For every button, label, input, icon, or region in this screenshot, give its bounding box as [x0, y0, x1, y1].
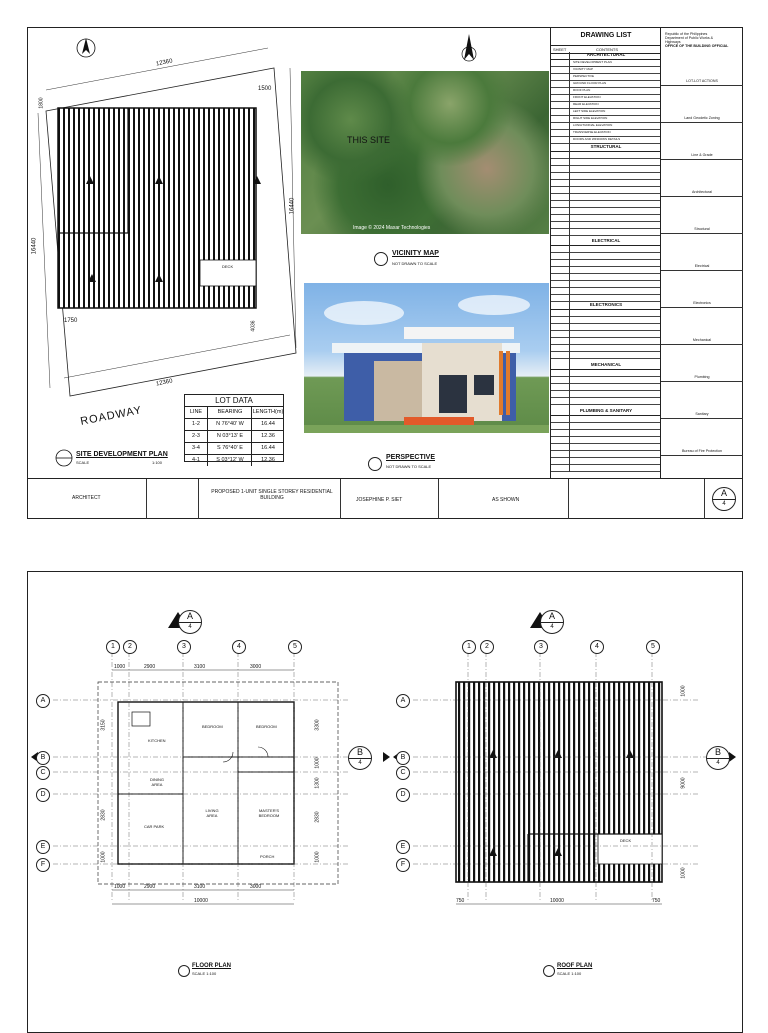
section-mark-a-roof [540, 610, 564, 634]
office-field-line [661, 307, 743, 308]
floor-plan-dim: 3100 [194, 884, 206, 890]
lot-data-cell: LINE [189, 409, 203, 415]
lot-data-cell: 3-4 [192, 445, 200, 451]
drawing-list-line [551, 429, 661, 430]
vicinity-title-icon [374, 252, 388, 266]
office-field-line [661, 159, 743, 160]
deck-label: DECK [222, 264, 234, 269]
floor-plan-total-dim: 10000 [194, 898, 208, 904]
drawing-list-line [551, 200, 661, 201]
drawing-list-line [551, 397, 661, 398]
office-line4: OFFICE OF THE BUILDING OFFICIAL [665, 44, 729, 48]
office-line1: Republic of the Philippines [665, 32, 708, 36]
drawing-list-line [551, 87, 661, 88]
grid-bubble: A [396, 694, 410, 708]
grid-bubble: D [396, 788, 410, 802]
drawing-list-section-header: ELECTRICAL [551, 238, 661, 246]
drawing-list-line [551, 390, 661, 391]
floor-plan-dim: 1000 [314, 851, 321, 863]
grid-bubble: F [396, 858, 410, 872]
grid-bubble: 1 [106, 640, 120, 654]
floor-plan-dim: 2900 [144, 664, 156, 670]
office-line3: Highways [665, 40, 681, 44]
drawing-list-line [551, 376, 661, 377]
house-render [304, 283, 549, 433]
drawing-list-line [551, 316, 661, 317]
site-plan-scale-label: SCALE [76, 460, 90, 465]
drawing-list-line [551, 351, 661, 352]
roof-dim-750a: 750 [456, 898, 465, 904]
section-a-num-roof: 4 [541, 622, 563, 632]
office-field-label: Land Geodetic Zoning [684, 116, 720, 120]
vicinity-map-title: VICINITY MAP [392, 250, 439, 257]
grid-bubble: 3 [534, 640, 548, 654]
drawing-list-line [551, 193, 661, 194]
office-field-line [661, 233, 743, 234]
grid-bubble: 1 [462, 640, 476, 654]
lot-data-cell: 12.36 [251, 455, 284, 466]
room-masters: MASTER'S BEDROOM [258, 808, 280, 818]
floor-plan-scale: SCALE 1:100 [192, 971, 217, 976]
drawing-list-item: TRANSVERSE ELEVATION [573, 130, 611, 134]
drawing-list-line [551, 273, 661, 274]
drawing-list-line [551, 101, 661, 102]
office-line2: Department of Public Works & [665, 36, 714, 40]
office-field-line [661, 196, 743, 197]
office-field-label: LOT-LOT ACTIONS [686, 79, 718, 83]
drawing-list-section-header: ELECTRONICS [551, 302, 661, 310]
drawing-list-section-header: STRUCTURAL [551, 144, 661, 152]
section-b-num: 4 [349, 758, 371, 768]
room-kitchen: KITCHEN [148, 738, 166, 743]
grid-bubble: 2 [480, 640, 494, 654]
drawing-list-line [551, 214, 661, 215]
office-field-line [661, 344, 743, 345]
plans-drawing [28, 572, 742, 1022]
sheet-number-badge [712, 487, 736, 511]
vicinity-map-image [301, 71, 549, 234]
north-arrow-icon [458, 32, 480, 66]
floor-plan-dim: 1300 [314, 777, 321, 789]
drawing-list-line [551, 158, 661, 159]
section-mark-b-roof [706, 746, 730, 770]
vicinity-map-subtitle: NOT DRAWN TO SCALE [392, 261, 438, 266]
grid-bubble: E [36, 840, 50, 854]
lot-data-cell: 1-2 [192, 421, 200, 427]
drawing-list-line [551, 228, 661, 229]
office-field-label: Electronics [693, 301, 711, 305]
drawing-list-item: REAR ELEVATION [573, 102, 599, 106]
room-bedroom-1: BEDROOM [202, 724, 223, 729]
office-field-line [661, 85, 743, 86]
lot-data-header-row [185, 407, 283, 419]
perspective-title-icon [368, 457, 382, 471]
drawing-list-item: FRONT ELEVATION [573, 95, 601, 99]
lot-data-title: LOT DATA [185, 395, 283, 407]
lot-data-cell: 4-1 [192, 457, 200, 463]
grid-bubble: C [396, 766, 410, 780]
office-field-line [661, 270, 743, 271]
office-field-label: Line & Grade [691, 153, 713, 157]
drawing-list-line [551, 259, 661, 260]
section-a-letter-roof: A [548, 611, 555, 621]
lot-data-cell: BEARING [207, 407, 252, 418]
drawing-list-line [551, 207, 661, 208]
section-a-num: 4 [179, 622, 201, 632]
grid-bubble: 3 [177, 640, 191, 654]
drawing-list-item: GROUND FLOOR PLAN [573, 81, 607, 85]
drawing-list-item: LEFT SIDE ELEVATION [573, 109, 606, 113]
drawing-list-line [551, 383, 661, 384]
drawing-list-line [551, 252, 661, 253]
drawing-list-item: RIGHT SIDE ELEVATION [573, 116, 608, 120]
floor-plan-dim: 3100 [194, 664, 206, 670]
site-plan-title: SITE DEVELOPMENT PLAN [76, 451, 168, 458]
office-field-label: Bureau of Fire Protection [682, 449, 722, 453]
sheet-num: 4 [713, 499, 735, 508]
drawing-list-line [551, 235, 661, 236]
drawing-list-body [551, 52, 661, 478]
drawing-list-line [551, 280, 661, 281]
drawing-list-section-header: MECHANICAL [551, 362, 661, 370]
floor-plan-dim: 1000 [114, 884, 126, 890]
drawing-list-line [551, 457, 661, 458]
drawing-list-line [551, 221, 661, 222]
grid-bubble: A [36, 694, 50, 708]
drawing-list-line [551, 330, 661, 331]
site-dim-left: 16440 [31, 237, 38, 255]
roof-deck-label: DECK [620, 838, 632, 843]
drawing-list-divider [569, 52, 570, 472]
grid-bubble: 4 [232, 640, 246, 654]
floor-plan-title: FLOOR PLAN [192, 963, 231, 969]
drawing-list-item: ROOF PLAN [573, 88, 591, 92]
room-bedroom-2: BEDROOM [256, 724, 277, 729]
office-field-label: Sanitary [695, 412, 709, 416]
floor-plan-dim: 2830 [314, 811, 321, 823]
drawing-list-line [551, 464, 661, 465]
sheet-1 [27, 27, 743, 519]
roof-plan-scale: SCALE 1:100 [557, 971, 582, 976]
grid-bubble: C [36, 766, 50, 780]
sheet-letter: A [720, 488, 727, 498]
office-field-line [661, 381, 743, 382]
section-mark-b-floor [348, 746, 372, 770]
section-b-num-roof: 4 [707, 758, 729, 768]
lot-data-cell: 16.44 [251, 443, 284, 454]
drawing-list-line [551, 436, 661, 437]
roadway-label: ROADWAY [79, 404, 144, 428]
perspective-image [304, 283, 549, 433]
drawing-list-line [551, 450, 661, 451]
lot-data-row [185, 455, 283, 466]
drawing-list-line [551, 266, 661, 267]
floor-plan-dim: 2900 [144, 884, 156, 890]
roof-dim-total: 10000 [550, 898, 564, 904]
drawing-list-line [551, 108, 661, 109]
room-dining: DINING AREA [150, 777, 164, 787]
office-field-label: Plumbing [694, 375, 710, 379]
drawing-list-line [551, 294, 661, 295]
floor-plan-dim: 1000 [314, 757, 321, 769]
grid-bubble: 5 [646, 640, 660, 654]
perspective-title: PERSPECTIVE [386, 454, 436, 461]
architect-label: ARCHITECT [72, 495, 101, 501]
section-a-letter: A [186, 611, 193, 621]
lot-data-cell: 12.36 [251, 431, 284, 442]
drawing-list-line [551, 422, 661, 423]
office-panel [660, 28, 743, 478]
floor-plan-dim: 3300 [314, 719, 321, 731]
site-dim-top: 12360 [155, 58, 174, 68]
grid-bubble: D [36, 788, 50, 802]
roof-plan-dim: 1000 [680, 685, 687, 697]
office-field-line [661, 122, 743, 123]
drawing-list-item: SITE DEVELOPMENT PLAN [573, 60, 612, 64]
drawing-list-section-header: PLUMBING & SANITARY [551, 408, 661, 416]
lot-data-row [185, 419, 283, 431]
roof-plan-dim: 1000 [680, 867, 687, 879]
title-block [28, 478, 742, 519]
grid-bubble: B [36, 751, 50, 765]
lot-data-cell: S 76°40' E [207, 443, 252, 454]
drawing-list-line [551, 404, 661, 405]
map-credit: Image © 2024 Maxar Technologies [353, 225, 431, 231]
grid-bubble: F [36, 858, 50, 872]
lot-data-row [185, 431, 283, 443]
drawing-list-line [551, 94, 661, 95]
grid-bubble: B [396, 751, 410, 765]
room-porch: PORCH [260, 854, 275, 859]
office-field-label: Structural [694, 227, 710, 231]
drawing-list-line [551, 73, 661, 74]
site-dim-4036: 4036 [250, 320, 257, 332]
grid-bubble: E [396, 840, 410, 854]
lot-data-row [185, 443, 283, 455]
floor-plan-dim: 1000 [114, 664, 126, 670]
col-sheet: SHEET [553, 47, 567, 52]
drawing-list-section-header: ARCHITECTURAL [551, 52, 661, 60]
office-field-line [661, 455, 743, 456]
floor-plan-title-icon [178, 965, 190, 977]
scale-label: AS SHOWN [492, 497, 520, 503]
drawing-list-line [551, 471, 661, 472]
grid-bubble: 2 [123, 640, 137, 654]
col-contents: CONTENTS [596, 47, 618, 52]
drawing-list-line [551, 287, 661, 288]
lot-data-table [184, 394, 284, 462]
lot-data-rows [185, 407, 283, 466]
section-b-letter-roof: B [714, 747, 721, 757]
drawing-list-line [551, 66, 661, 67]
floor-plan-dim: 3000 [250, 664, 262, 670]
drawing-list-line [551, 186, 661, 187]
lot-data-cell: 16.44 [251, 419, 284, 430]
section-b-letter: B [356, 747, 363, 757]
drawing-list-panel [550, 28, 661, 478]
project-title: PROPOSED 1-UNIT SINGLE STOREY RESIDENTIAL BUILDING [211, 489, 333, 501]
site-dim-1500: 1500 [258, 86, 272, 92]
site-dim-1800: 1800 [38, 97, 45, 109]
lot-data-cell: N 03°13' E [207, 431, 252, 442]
owner-name: JOSEPHINE P. SIET [356, 497, 403, 503]
section-mark-a-floor [178, 610, 202, 634]
drawing-list-line [551, 179, 661, 180]
drawing-list-line [551, 172, 661, 173]
lot-data-cell: LENGTH(m) [251, 407, 284, 418]
grid-bubble: 4 [590, 640, 604, 654]
roof-plan-dim: 9000 [680, 777, 687, 789]
office-field-label: Architectural [692, 190, 712, 194]
roof-dim-750b: 750 [652, 898, 661, 904]
drawing-list-line [551, 358, 661, 359]
sheet-2 [27, 571, 743, 1033]
site-dim-1750: 1750 [64, 318, 78, 324]
drawing-list-line [551, 443, 661, 444]
drawing-list-title: DRAWING LIST [580, 32, 632, 39]
drawing-list-item: VICINITY MAP [573, 67, 593, 71]
site-dim-bottom: 12360 [155, 378, 174, 388]
drawing-list-line [551, 165, 661, 166]
floor-plan-dim: 1000 [100, 851, 107, 863]
perspective-subtitle: NOT DRAWN TO SCALE [386, 464, 432, 469]
office-field-label: Mechanical [692, 338, 712, 342]
site-plan-scale-value: 1:100 [152, 460, 163, 465]
office-field-label: Electrical [694, 264, 710, 268]
room-car-park: CAR PARK [144, 824, 165, 829]
lot-data-cell: S 03°12' W [207, 455, 252, 466]
drawing-list-line [551, 323, 661, 324]
this-site-label: THIS SITE [347, 135, 391, 145]
floor-plan-dim: 3000 [250, 884, 262, 890]
roof-plan-title-icon [543, 965, 555, 977]
grid-bubble: 5 [288, 640, 302, 654]
office-field-line [661, 418, 743, 419]
floor-plan-dim: 2830 [100, 809, 107, 821]
drawing-list-line [551, 337, 661, 338]
room-living: LIVING AREA [205, 808, 219, 818]
site-dim-right: 16440 [289, 197, 296, 215]
drawing-list-line [551, 344, 661, 345]
lot-data-cell: 2-3 [192, 433, 200, 439]
lot-data-cell: N 76°40' W [207, 419, 252, 430]
floor-plan-dim: 3150 [100, 719, 107, 731]
drawing-list-item: LONGITUDINAL ELEVATION [573, 123, 613, 127]
roof-plan-title: ROOF PLAN [557, 963, 593, 969]
drawing-list-item: DOORS AND WINDOWS DETAILS [573, 137, 621, 141]
drawing-list-item: PERSPECTIVE [573, 74, 595, 78]
